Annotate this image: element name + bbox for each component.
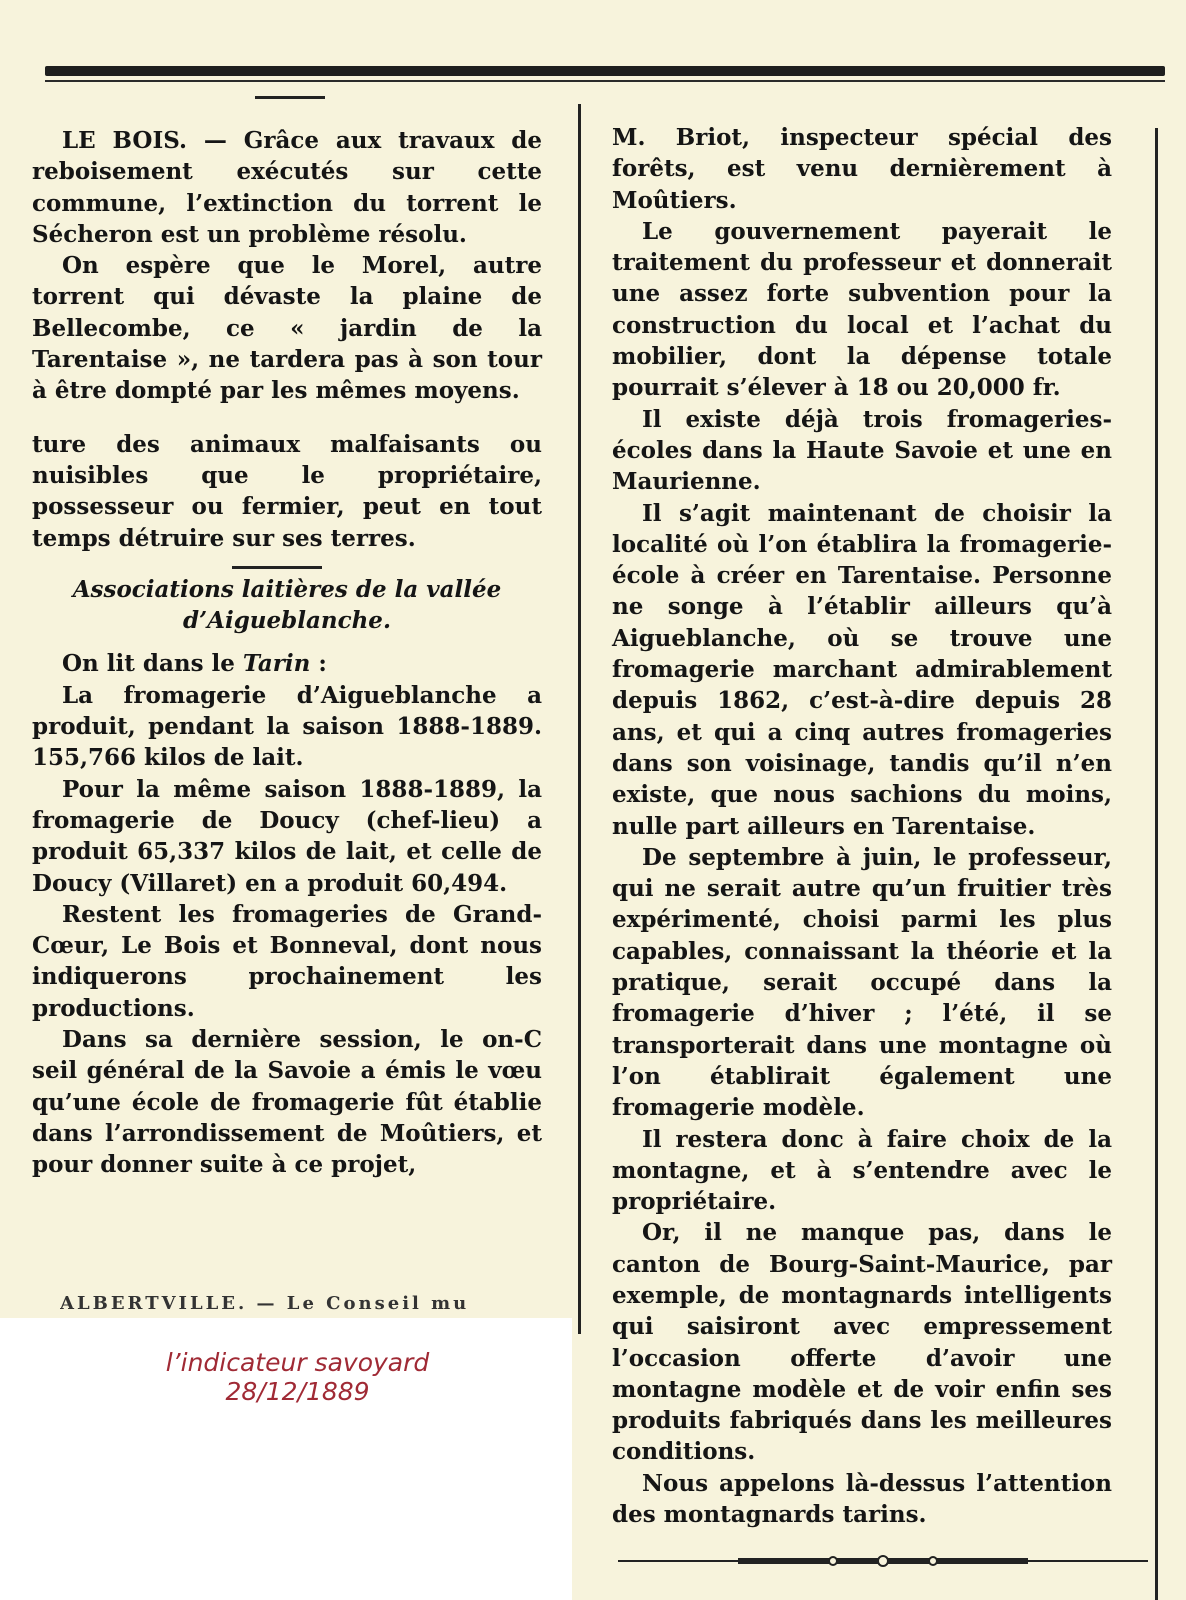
article-le-bois-p2: On espère que le Morel, autre torrent qui dévaste la plaine de Bellecombe, ce « jardin de la Tarentaise », ne tardera pas à son tour à être dompté par les mêmes moyens. — [32, 252, 542, 405]
article-heading-line2: d’Aigueblanche. — [183, 607, 391, 635]
top-rule-thin — [45, 80, 1165, 82]
article-paragraph: Dans sa dernière session, le on-C seil général de la Savoie a émis le vœu qu’une école de fromagerie fût établie dans l’arrondissement de Moûtiers, et pour donner suite à ce projet, — [32, 1026, 542, 1179]
article-paragraph: La fromagerie d’Aigueblanche a produit, pendant la saison 1888-1889. 155,766 kilos de lait. — [32, 681, 542, 772]
right-column — [612, 122, 1112, 1530]
top-rule — [45, 66, 1165, 76]
ornament-dot — [929, 1557, 937, 1565]
article-heading — [32, 574, 542, 637]
cutoff-next-article: ALBERTVILLE. — Le Conseil mu — [60, 1295, 470, 1313]
intro-suffix: : — [310, 650, 327, 678]
caption-date: 28/12/1889 — [225, 1377, 370, 1406]
section-separator — [255, 96, 325, 99]
column-divider — [578, 104, 581, 1334]
article-fragment: ture des animaux malfaisants ou nuisibles que le propriétaire, possesseur ou fermier, peut en tout temps détruire sur ses terres. — [32, 430, 542, 552]
intro-source: Tarin — [242, 650, 311, 678]
article-intro — [32, 648, 542, 679]
spacer — [32, 407, 542, 429]
source-caption — [0, 1348, 595, 1406]
spacer — [32, 554, 542, 574]
article-paragraph: Le gouvernement payerait le traitement du professeur et donnerait une assez forte subvention pour la construction du local et l’achat du mobilier, dont la dépense totale pourrait s’élever à 18 ou 20,000 fr. — [612, 217, 1112, 402]
article-heading-line1: Associations laitières de la vallée — [72, 575, 502, 603]
section-separator — [232, 566, 322, 569]
article-paragraph: Nous appelons là-dessus l’attention des montagnards tarins. — [612, 1469, 1112, 1529]
article-paragraph: Or, il ne manque pas, dans le canton de Bourg-Saint-Maurice, par exemple, de montagnards intelligents qui saisiront avec empressement l’occasion offerte d’avoir une montagne modèle et de voir enfin ses produits fabriqués dans les meilleures conditions. — [612, 1219, 1112, 1466]
article-paragraph: De septembre à juin, le professeur, qui ne serait autre qu’un fruitier très expérimenté, choisi parmi les plus capables, connaissant la théorie et la pratique, serait occupé dans la fromagerie d’hiver ; l’été, il se transporterait dans une montagne où l’on établirait également une fromagerie modèle. — [612, 843, 1112, 1122]
ornament-dot — [878, 1556, 888, 1566]
article-paragraph: Restent les fromageries de Grand-Cœur, Le Bois et Bonneval, dont nous indiquerons prochainement les productions. — [32, 900, 542, 1022]
spacer — [32, 636, 542, 648]
right-border-rule — [1155, 128, 1158, 1600]
article-paragraph: Il restera donc à faire choix de la montagne, et à s’entendre avec le propriétaire. — [612, 1125, 1112, 1216]
article-paragraph: Pour la même saison 1888-1889, la fromagerie de Doucy (chef-lieu) a produit 65,337 kilos de lait, et celle de Doucy (Villaret) en a produit 60,494. — [32, 775, 542, 897]
article-le-bois-p1: LE BOIS. — Grâce aux travaux de reboisement exécutés sur cette commune, l’extinction du torrent le Sécheron est un problème résolu. — [32, 127, 542, 248]
article-paragraph: M. Briot, inspecteur spécial des forêts, est venu dernièrement à Moûtiers. — [612, 124, 1112, 214]
intro-prefix: On lit dans le — [62, 650, 243, 678]
article-paragraph: Il existe déjà trois fromageries-écoles dans la Haute Savoie et une en Maurienne. — [612, 405, 1112, 496]
left-column — [32, 125, 542, 1181]
end-ornament — [618, 1554, 1148, 1568]
article-paragraph: Il s’agit maintenant de choisir la localité où l’on établira la fromagerie-école à créer en Tarentaise. Personne ne songe à l’établir ailleurs qu’à Aigueblanche, où se trouve une fromagerie marchant admirablement depuis 1862, c’est-à-dire depuis 28 ans, et qui a cinq autres fromageries dans son voisinage, tandis qu’il n’en existe, que nous sachions du moins, nulle part ailleurs en Tarentaise. — [612, 499, 1112, 840]
caption-title: l’indicateur savoyard — [165, 1348, 430, 1377]
ornament-dot — [829, 1557, 837, 1565]
